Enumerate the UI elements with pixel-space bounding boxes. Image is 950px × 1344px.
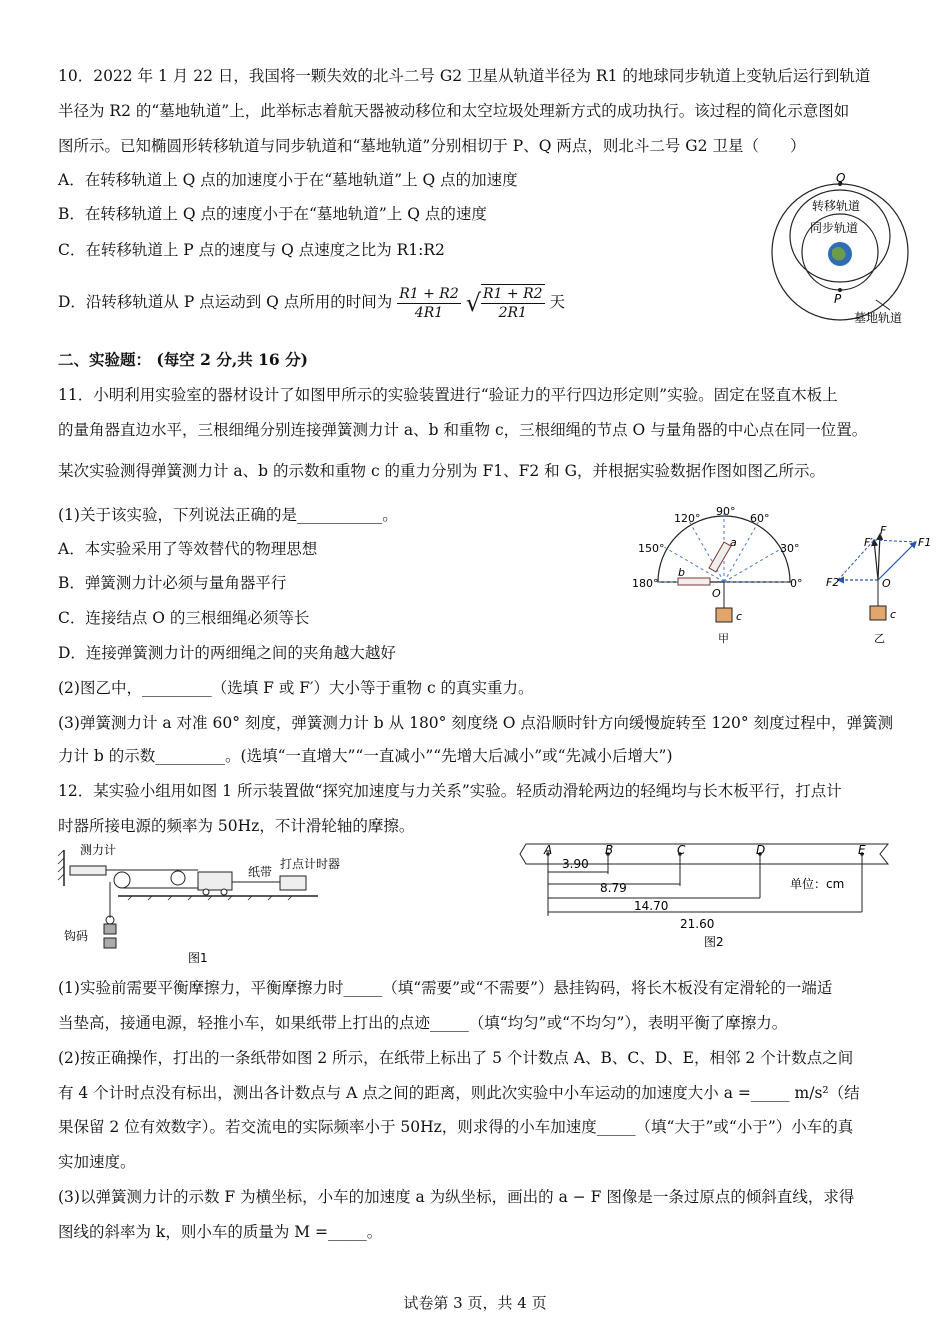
vector-f — [878, 534, 880, 580]
label-transfer-orbit: 转移轨道 — [812, 199, 861, 213]
label-o-yi: O — [882, 577, 891, 590]
deg-180: 180° — [632, 577, 659, 590]
label-f1: F1 — [918, 536, 932, 549]
point-e: E — [858, 843, 866, 857]
movable-pulley-icon — [114, 872, 130, 888]
deg-60: 60° — [750, 512, 770, 525]
label-graveyard-orbit: 墓地轨道 — [854, 311, 903, 325]
orbit-diagram — [766, 170, 926, 330]
q12-sub1-line-2: 当垫高，接通电源，轻推小车，如果纸带上打出的点迹_____（填“均匀”或“不均匀”），表明平衡了摩擦力。 — [58, 1014, 788, 1032]
q10-line-2: 半径为 R2 的“墓地轨道”上，此举标志着航天器被动移位和太空垃圾处理新方式的成功执行。该过程的简化示意图如 — [58, 102, 850, 120]
q10-line-1: 10．2022 年 1 月 22 日，我国将一颗失效的北斗二号 G2 卫星从轨道半径为 R1 的地球同步轨道上变轨后运行到轨道 — [58, 67, 871, 85]
point-d: D — [756, 843, 766, 857]
label-a: a — [730, 536, 737, 549]
label-c: c — [736, 610, 743, 623]
label-f2: F2 — [826, 576, 840, 589]
spring-scale-a-icon — [709, 542, 731, 572]
q10-option-a: A．在转移轨道上 Q 点的加速度小于在“墓地轨道”上 Q 点的加速度 — [58, 171, 518, 189]
q11-line-3: 某次实验测得弹簧测力计 a、b 的示数和重物 c 的重力分别为 F1、F2 和 G，并根据实验数据作图如图乙所示。 — [58, 462, 825, 480]
q12-sub2-line-4: 实加速度。 — [58, 1153, 136, 1171]
section-title: 二、实验题： — [58, 350, 152, 369]
label-weights: 钩码 — [64, 929, 89, 943]
deg-120: 120° — [674, 512, 701, 525]
point-b: B — [605, 843, 614, 857]
wall-hatch — [58, 850, 64, 880]
distance-ad: 14.70 — [634, 899, 669, 913]
weight-c-icon — [716, 608, 732, 622]
label-c-yi: c — [890, 608, 897, 621]
cart-icon — [198, 872, 232, 890]
fixed-pulley-icon — [171, 871, 185, 885]
weight-c-yi-icon — [870, 606, 886, 620]
deg-0: 0° — [790, 577, 803, 590]
q11-option-d: D．连接弹簧测力计的两细绳之间的夹角越大越好 — [58, 644, 396, 662]
label-f-prime: F′ — [864, 536, 873, 549]
q10-option-d-prefix: D．沿转移轨道从 P 点运动到 Q 点所用的时间为 — [58, 293, 393, 311]
vector-f-prime — [874, 540, 878, 580]
q11-sub3-line-1: (3)弹簧测力计 a 对准 60° 刻度，弹簧测力计 b 从 180° 刻度绕 O 点沿顺时针方向缓慢旋转至 120° 刻度过程中，弹簧测 — [58, 714, 894, 732]
fraction-2-numerator: R1 + R2 — [482, 286, 543, 302]
q10-option-d — [58, 282, 565, 323]
timer-icon — [280, 876, 306, 890]
deg-90: 90° — [716, 505, 736, 518]
section-heading — [58, 350, 308, 370]
q10-line-3: 图所示。已知椭圆形转移轨道与同步轨道和“墓地轨道”分别相切于 P、Q 两点，则北斗二号 G2 卫星（ ） — [58, 137, 806, 155]
label-sync-orbit: 同步轨道 — [810, 221, 859, 235]
q12-sub3-line-1: (3)以弹簧测力计的示数 F 为横坐标，小车的加速度 a 为纵坐标，画出的 a − F 图像是一条过原点的倾斜直线，求得 — [58, 1188, 855, 1206]
q12-sub3-line-2: 图线的斜率为 k，则小车的质量为 M =_____。 — [58, 1223, 383, 1241]
q10-option-b: B．在转移轨道上 Q 点的速度小于在“墓地轨道”上 Q 点的速度 — [58, 205, 487, 223]
unit-label: 单位：cm — [790, 877, 845, 891]
page-footer: 试卷第 3 页，共 4 页 — [403, 1294, 547, 1312]
figure-1-apparatus — [58, 842, 341, 972]
caption-fig2: 图2 — [704, 935, 724, 949]
q12-line-2: 时器所接电源的频率为 50Hz，不计滑轮轴的摩擦。 — [58, 817, 415, 835]
q12-sub2-line-2: 有 4 个计时点没有标出，测出各计数点与 A 点之间的距离，则此次实验中小车运动的加速度大小 a =_____ m/s²（结 — [58, 1084, 860, 1102]
point-c: C — [677, 843, 686, 857]
q11-line-2: 的量角器直边水平，三根细绳分别连接弹簧测力计 a、b 和重物 c，三根细绳的节点 O 与量角器的中心点在同一位置。 — [58, 421, 868, 439]
label-b: b — [678, 566, 685, 579]
fraction-2-denominator: 2R1 — [498, 305, 527, 321]
label-tape: 纸带 — [248, 865, 273, 879]
label-meter: 测力计 — [80, 843, 117, 857]
fraction-1-numerator: R1 + R2 — [399, 285, 459, 302]
label-q: Q — [836, 171, 846, 185]
point-a: A — [544, 843, 553, 857]
figure-jia — [632, 506, 812, 646]
fraction-1-denominator: 4R1 — [414, 304, 444, 321]
label-o: O — [712, 587, 721, 600]
label-timer: 打点计时器 — [280, 857, 341, 871]
force-meter-icon — [70, 866, 106, 875]
distance-ae: 21.60 — [680, 917, 715, 931]
spring-scale-b-icon — [678, 578, 710, 585]
distance-ac: 8.79 — [600, 881, 627, 895]
figure-yi — [826, 524, 936, 648]
parallelogram-side-2 — [874, 540, 916, 542]
sqrt-sign: √ — [465, 289, 481, 317]
q12-sub1-line-1: (1)实验前需要平衡摩擦力，平衡摩擦力时_____（填“需要”或“不需要”）悬挂钩码，将长木板没有定滑轮的一端适 — [58, 979, 833, 997]
q10-option-d-suffix: 天 — [549, 293, 565, 311]
hook-weight-2-icon — [104, 938, 116, 948]
caption-yi: 乙 — [874, 632, 885, 645]
count-points — [546, 852, 864, 856]
label-p: P — [834, 292, 842, 306]
q12-sub2-line-1: (2)按正确操作，打出的一条纸带如图 2 所示，在纸带上标出了 5 个计数点 A、B、C、D、E，相邻 2 个计数点之间 — [58, 1049, 854, 1067]
q11-option-a: A．本实验采用了等效替代的物理思想 — [58, 540, 318, 558]
q10-option-c: C．在转移轨道上 P 点的速度与 Q 点速度之比为 R1:R2 — [58, 241, 445, 259]
deg-150: 150° — [638, 542, 665, 555]
section-score: (每空 2 分,共 16 分) — [156, 350, 308, 369]
q11-option-b: B．弹簧测力计必须与量角器平行 — [58, 574, 287, 592]
vector-f1 — [878, 542, 916, 580]
q11-option-c: C．连接结点 O 的三根细绳必须等长 — [58, 609, 310, 627]
q11-line-1: 11．小明利用实验室的器材设计了如图甲所示的实验装置进行“验证力的平行四边形定则”实验。固定在竖直木板上 — [58, 386, 838, 404]
q11-sub2: (2)图乙中，_________（选填 F 或 F′）大小等于重物 c 的真实重力。 — [58, 679, 534, 697]
distance-ab: 3.90 — [562, 857, 589, 871]
q11-sub1: (1)关于该实验，下列说法正确的是___________。 — [58, 506, 398, 524]
q12-sub2-line-3: 果保留 2 位有效数字）。若交流电的实际频率小于 50Hz，则求得的小车加速度_____（填“大于”或“小于”）小车的真 — [58, 1118, 854, 1136]
hook-weight-1-icon — [104, 924, 116, 934]
caption-fig1: 图1 — [188, 951, 208, 965]
deg-30: 30° — [780, 542, 800, 555]
q12-line-1: 12．某实验小组用如图 1 所示装置做“探究加速度与力关系”实验。轻质动滑轮两边的轻绳均与长木板平行，打点计 — [58, 782, 842, 800]
label-f: F — [880, 524, 887, 537]
q11-sub3-line-2: 力计 b 的示数_________。(选填“一直增大”“一直减小”“先增大后减小”或“先减小后增大”) — [58, 747, 673, 765]
q10-option-d-fraction-2 — [481, 284, 545, 322]
figure-2-tape — [520, 840, 900, 960]
caption-jia: 甲 — [718, 632, 729, 645]
q10-option-d-fraction-1 — [397, 285, 461, 322]
